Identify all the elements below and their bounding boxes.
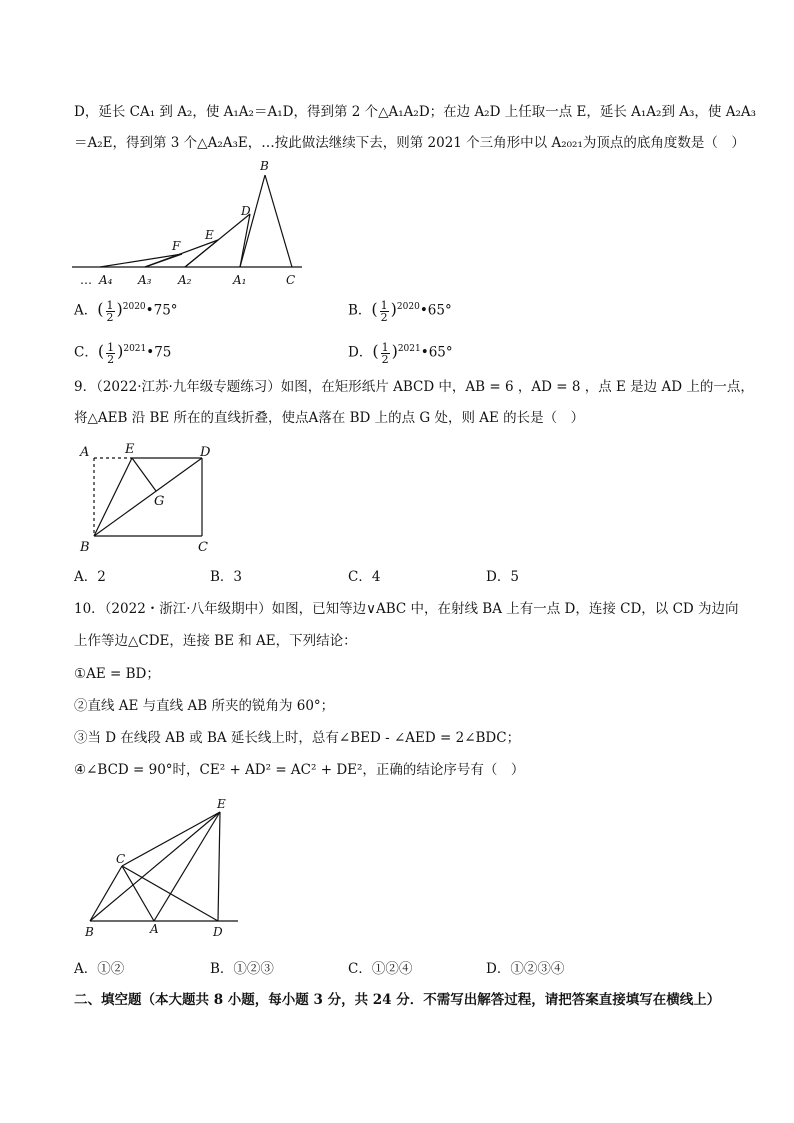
q10-label-b: B xyxy=(85,925,94,939)
q10-segment-ce xyxy=(122,812,220,866)
q10-option-c[interactable]: C．①②④ xyxy=(348,961,413,977)
q10-segment-be xyxy=(90,812,220,921)
q9-label-g: G xyxy=(154,494,165,509)
q8-label-dots: … xyxy=(80,273,92,287)
q10-label-a: A xyxy=(150,922,159,936)
q10-label-d: D xyxy=(213,925,223,939)
q9-option-b[interactable]: B．3 xyxy=(210,569,243,585)
q8-label-a2: A₂ xyxy=(178,273,192,287)
q9-label-d: D xyxy=(200,445,211,460)
q8-label-f: F xyxy=(172,239,181,253)
q8-option-b[interactable]: B．( $\frac{1}{2}$ )$^{2020}$•65° xyxy=(348,298,452,324)
q8-segment-da1 xyxy=(240,214,250,267)
q10-statement-4: ④∠BCD = 90°时，CE² + AD² = AC² + DE²，正确的结论序号有（ ） xyxy=(74,762,525,778)
q8-label-a4: A₄ xyxy=(99,273,113,287)
q8-segment-fa3 xyxy=(145,254,182,267)
q8-label-d: D xyxy=(241,204,251,218)
q10-label-e: E xyxy=(217,798,226,811)
q9-label-c: C xyxy=(198,540,208,555)
q9-fold-be xyxy=(94,458,132,536)
q8-label-a3: A₃ xyxy=(138,273,152,287)
q8-label-c: C xyxy=(286,273,296,287)
q9-option-c[interactable]: C．4 xyxy=(348,569,381,585)
q10-segment-ed xyxy=(218,812,220,921)
q8-label-b: B xyxy=(260,160,269,173)
q10-option-b[interactable]: B．①②③ xyxy=(210,961,274,977)
q10-segment-bc xyxy=(90,866,122,921)
q8-option-a[interactable]: A．( $\frac{1}{2}$ )$^{2020}$•75° xyxy=(74,298,178,324)
q10-segment-ae xyxy=(154,812,220,921)
q8-segment-a4f xyxy=(100,254,182,267)
q8-option-d[interactable]: D．( $\frac{1}{2}$ )$^{2021}$•65° xyxy=(348,340,453,366)
q9-label-e: E xyxy=(125,442,135,457)
section-2-heading: 二、填空题（本大题共 8 小题，每小题 3 分，共 24 分．不需写出解答过程，请把答案直接填写在横线上） xyxy=(74,992,721,1008)
q10-statement-1: ①AE = BD； xyxy=(74,666,160,682)
q9-label-b: B xyxy=(80,540,90,555)
q10-statement-3: ③当 D 在线段 AB 或 BA 延长线上时，总有∠BED - ∠AED = 2∠BDC； xyxy=(74,730,521,746)
q8-text-line1: D，延长 CA₁ 到 A₂，使 A₁A₂＝A₁D，得到第 2 个△A₁A₂D；在边 A₂D 上任取一点 E，延长 A₁A₂到 A₃，使 A₂A₃ xyxy=(74,104,757,120)
q8-segment-bc xyxy=(265,175,292,267)
q10-segment-ca xyxy=(122,866,154,921)
q9-diagonal-bd xyxy=(94,458,202,536)
q10-statement-2: ②直线 AE 与直线 AB 所夹的锐角为 60°； xyxy=(74,698,335,714)
q10-text-line2: 上作等边△CDE，连接 BE 和 AE，下列结论： xyxy=(74,633,357,649)
q8-label-a1: A₁ xyxy=(233,273,247,287)
q9-label-a: A xyxy=(80,445,90,460)
q8-segment-a1b xyxy=(240,175,265,267)
q10-option-a[interactable]: A．①② xyxy=(74,961,125,977)
q10-figure xyxy=(80,798,250,943)
q9-option-a[interactable]: A．2 xyxy=(74,569,106,585)
q8-segment-ea2 xyxy=(185,240,218,267)
q9-option-d[interactable]: D．5 xyxy=(486,569,519,585)
q10-label-c: C xyxy=(116,852,126,866)
q8-text-line2: ＝A₂E，得到第 3 个△A₂A₃E，…按此做法继续下去，则第 2021 个三角形中以 A₂₀₂₁为顶点的底角度数是（ ） xyxy=(74,135,745,151)
q9-text-line2: 将△AEB 沿 BE 所在的直线折叠，使点A落在 BD 上的点 G 处，则 AE 的长是（ ） xyxy=(74,410,585,426)
q10-option-d[interactable]: D．①②③④ xyxy=(486,961,565,977)
q8-option-c[interactable]: C．( $\frac{1}{2}$ )$^{2021}$•75 xyxy=(74,340,172,366)
q8-figure xyxy=(70,160,310,290)
q10-text-line1: 10．（2022・浙江·八年级期中）如图，已知等边∨ABC 中，在射线 BA 上有一点 D，连接 CD，以 CD 为边向 xyxy=(74,601,739,617)
q9-text-line1: 9．（2022·江苏·九年级专题练习）如图，在矩形纸片 ABCD 中，AB = 6 ，AD = 8 ，点 E 是边 AD 上的一点， xyxy=(74,379,754,395)
q8-label-e: E xyxy=(205,228,214,242)
q9-segment-eg xyxy=(132,458,156,491)
q9-figure xyxy=(70,436,230,561)
